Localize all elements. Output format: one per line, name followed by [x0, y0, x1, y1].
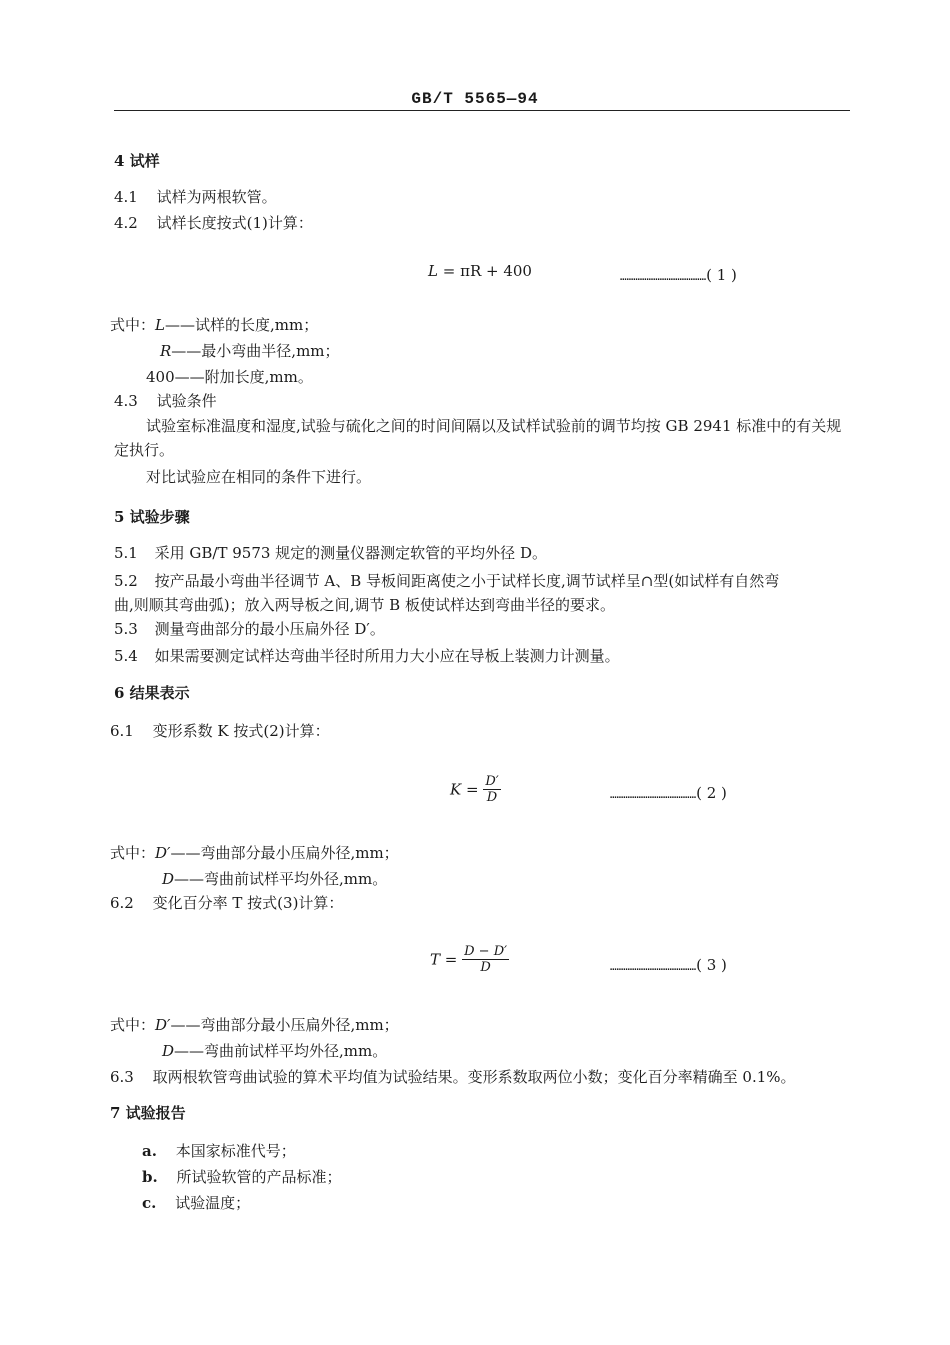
leader-dots: ………………………………… — [610, 960, 697, 973]
where-desc: ——弯曲前试样平均外径,mm。 — [174, 870, 388, 888]
clause-title: 试验条件 — [156, 392, 217, 410]
clause-5-3 — [114, 618, 385, 639]
clause-6-3 — [110, 1066, 796, 1087]
where-desc: ——弯曲部分最小压扁外径,mm； — [170, 844, 399, 862]
clause-text: 测量弯曲部分的最小压扁外径 D′。 — [154, 620, 385, 638]
where-lead: 式中： — [110, 1016, 156, 1034]
item-mark: c. — [142, 1194, 157, 1212]
leader-dots: ………………………………… — [610, 788, 697, 801]
clause-5-2-line-1 — [114, 570, 779, 591]
where-desc: ——附加长度,mm。 — [174, 368, 313, 386]
clause-text: 如果需要测定试样达弯曲半径时所用力大小应在导板上装测力计测量。 — [154, 647, 620, 665]
clause-number: 6.2 — [110, 894, 134, 912]
section-4-title: 4 试样 — [114, 152, 160, 170]
clause-number: 6.1 — [110, 722, 134, 740]
where-symbol: D — [162, 1042, 175, 1060]
clause-number: 4.2 — [114, 214, 138, 232]
where-desc: ——试样的长度,mm； — [164, 316, 319, 334]
clause-text: 变形系数 K 按式(2)计算： — [152, 722, 330, 740]
where-1-row-2 — [160, 340, 340, 361]
eq1-lhs: L — [428, 262, 438, 280]
section-6-title: 6 结果表示 — [114, 684, 190, 702]
where-desc: ——最小弯曲半径,mm； — [171, 342, 340, 360]
clause-text: 试样长度按式(1)计算： — [156, 214, 313, 232]
eq2-denominator: D — [486, 790, 498, 805]
clause-4-1 — [114, 186, 277, 207]
standard-code-header: GB/T 5565—94 — [411, 90, 539, 108]
clause-number: 4.3 — [114, 392, 138, 410]
equation-1-number — [620, 265, 737, 284]
where-symbol: D′ — [155, 1016, 171, 1034]
where-3-row-2 — [162, 1040, 387, 1061]
header-rule — [114, 110, 850, 111]
report-item-a — [142, 1140, 296, 1161]
equation-3 — [430, 944, 509, 975]
where-desc: ——弯曲部分最小压扁外径,mm； — [170, 1016, 399, 1034]
equation-label: ( 3 ) — [696, 956, 727, 974]
equation-1 — [428, 262, 532, 280]
eq3-denominator: D — [480, 960, 491, 975]
item-mark: b. — [142, 1168, 158, 1186]
eq3-fraction — [462, 944, 509, 975]
clause-number: 5.2 — [114, 572, 138, 590]
equation-2-number — [610, 783, 727, 802]
item-text: 试验温度； — [175, 1194, 251, 1212]
where-1-row-1 — [110, 314, 318, 335]
where-desc: ——弯曲前试样平均外径,mm。 — [174, 1042, 388, 1060]
clause-5-2-line-2: 曲,则顺其弯曲弧)；放入两导板之间,调节 B 板使试样达到弯曲半径的要求。 — [114, 596, 615, 614]
clause-5-4 — [114, 645, 620, 666]
section-5-title: 5 试验步骤 — [114, 508, 190, 526]
eq2-fraction — [483, 774, 500, 805]
clause-5-1 — [114, 542, 547, 563]
clause-text: 取两根软管弯曲试验的算术平均值为试验结果。变形系数取两位小数；变化百分率精确至 0.1%。 — [152, 1068, 796, 1086]
clause-number: 5.1 — [114, 544, 138, 562]
clause-text: 按产品最小弯曲半径调节 A、B 导板间距离使之小于试样长度,调节试样呈∩型(如试样有自然弯 — [154, 572, 780, 590]
clause-number: 5.4 — [114, 647, 138, 665]
equation-2 — [450, 774, 501, 805]
clause-6-1 — [110, 720, 330, 741]
where-lead: 式中： — [110, 316, 156, 334]
eq2-lhs: K = — [450, 780, 479, 799]
report-item-b — [142, 1166, 342, 1187]
where-lead: 式中： — [110, 844, 156, 862]
eq2-numerator: D′ — [485, 774, 499, 789]
clause-4-3-heading — [114, 390, 217, 411]
clause-4-2 — [114, 212, 313, 233]
clause-4-3-text-1: 试验室标准温度和湿度,试验与硫化之间的时间间隔以及试样试验前的调节均按 GB 2941 标准中的有关规定执行。 — [114, 417, 842, 459]
eq3-lhs: T = — [430, 950, 458, 969]
equation-label: ( 2 ) — [696, 784, 727, 802]
where-symbol: D′ — [155, 844, 171, 862]
clause-4-3-text-2: 对比试验应在相同的条件下进行。 — [146, 468, 372, 486]
where-symbol: 400 — [146, 368, 175, 386]
item-mark: a. — [142, 1142, 157, 1160]
clause-number: 4.1 — [114, 188, 138, 206]
where-2-row-2 — [162, 868, 387, 889]
clause-text: 试样为两根软管。 — [156, 188, 277, 206]
where-symbol: D — [162, 870, 175, 888]
eq3-numerator: D − D′ — [464, 944, 508, 959]
item-text: 本国家标准代号； — [175, 1142, 296, 1160]
report-item-c — [142, 1192, 250, 1213]
clause-text: 采用 GB/T 9573 规定的测量仪器测定软管的平均外径 D。 — [154, 544, 547, 562]
leader-dots: ………………………………… — [620, 270, 707, 283]
clause-6-2 — [110, 892, 343, 913]
item-text: 所试验软管的产品标准； — [176, 1168, 342, 1186]
where-3-row-1 — [110, 1014, 399, 1035]
equation-3-number — [610, 955, 727, 974]
where-2-row-1 — [110, 842, 399, 863]
where-symbol: L — [155, 316, 165, 334]
clause-number: 5.3 — [114, 620, 138, 638]
equation-label: ( 1 ) — [706, 266, 737, 284]
clause-text: 变化百分率 T 按式(3)计算： — [152, 894, 344, 912]
section-7-title: 7 试验报告 — [110, 1104, 186, 1122]
where-symbol: R — [160, 342, 172, 360]
clause-number: 6.3 — [110, 1068, 134, 1086]
eq1-rhs: = πR + 400 — [442, 262, 532, 280]
where-1-row-3 — [146, 366, 313, 387]
